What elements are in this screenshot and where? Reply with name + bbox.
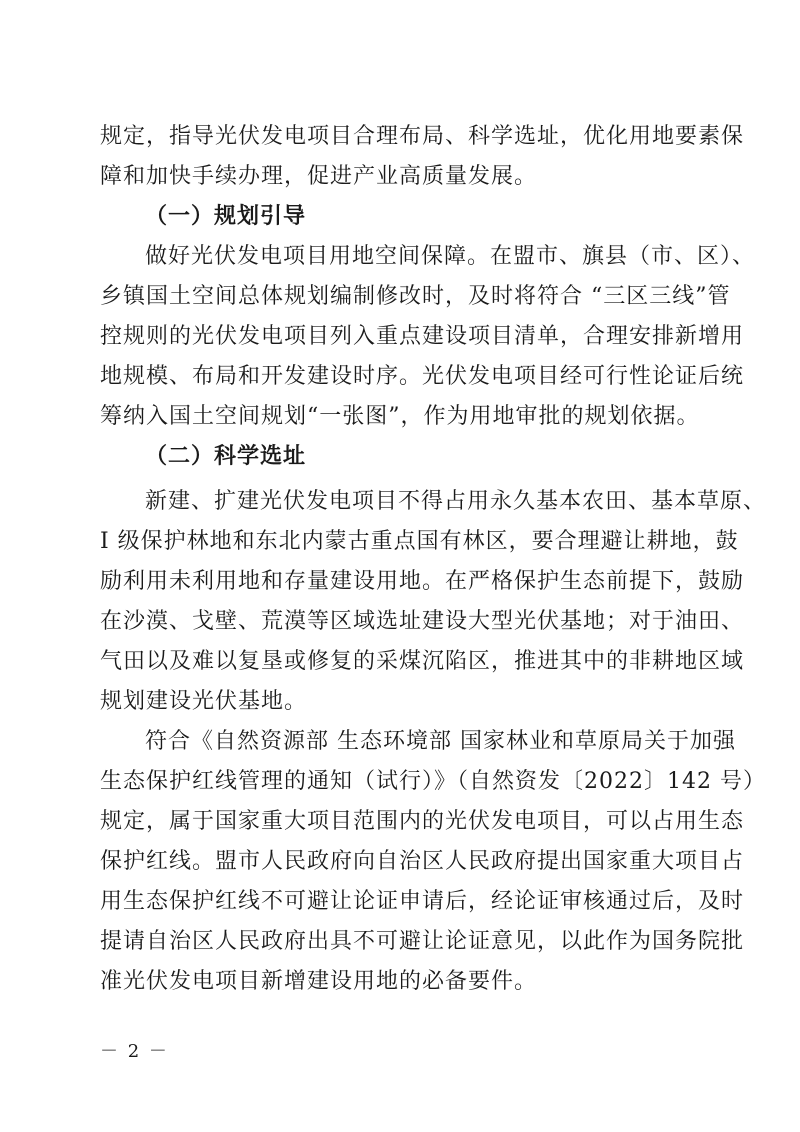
section2-p1-line-6: 规划建设光伏基地。 (100, 689, 308, 714)
section2-p2-line-3: 规定，属于国家重大项目范围内的光伏发电项目，可以占用生态 (100, 809, 745, 834)
section2-p1-line-2: I 级保护林地和东北内蒙古重点国有林区，要合理避让耕地，鼓 (100, 529, 739, 554)
section2-p2-line-7: 准光伏发电项目新增建设用地的必备要件。 (100, 969, 538, 994)
section2-p1-line-5: 气田以及难以复垦或修复的采煤沉陷区，推进其中的非耕地区域 (100, 649, 745, 674)
section1-line-4: 地规模、布局和开发建设时序。光伏发电项目经可行性论证后统 (100, 364, 745, 389)
section2-p2-line-6: 提请自治区人民政府出具不可避让论证意见，以此作为国务院批 (100, 929, 745, 954)
section2-p1-line-1: 新建、扩建光伏发电项目不得占用永久基本农田、基本草原、 (145, 489, 767, 514)
section1-line-3: 控规则的光伏发电项目列入重点建设项目清单，合理安排新增用 (100, 324, 745, 349)
section1-line-5: 筹纳入国土空间规划“一张图”，作为用地审批的规划依据。 (100, 404, 700, 429)
section2-p1-line-4: 在沙漠、戈壁、荒漠等区域选址建设大型光伏基地；对于油田、 (100, 609, 745, 634)
section2-p2-line-2: 生态保护红线管理的通知（试行）》（自然资发〔2022〕142 号） (100, 769, 766, 794)
section-heading-2: （二）科学选址 (145, 444, 307, 469)
intro-line-1: 规定，指导光伏发电项目合理布局、科学选址，优化用地要素保 (100, 124, 745, 149)
section-heading-1: （一）规划引导 (145, 204, 307, 229)
section1-line-2: 乡镇国土空间总体规划编制修改时，及时将符合 “三区三线”管 (100, 284, 731, 309)
section1-line-1: 做好光伏发电项目用地空间保障。在盟市、旗县（市、区）、 (145, 244, 756, 269)
section2-p1-line-3: 励利用未利用地和存量建设用地。在严格保护生态前提下，鼓励 (100, 569, 745, 594)
page-number: － 2 － (100, 1041, 169, 1062)
intro-line-2: 障和加快手续办理，促进产业高质量发展。 (100, 164, 538, 189)
section2-p2-line-1: 符合《自然资源部 生态环境部 国家林业和草原局关于加强 (145, 729, 736, 754)
section2-p2-line-4: 保护红线。盟市人民政府向自治区人民政府提出国家重大项目占 (100, 849, 745, 874)
section2-p2-line-5: 用生态保护红线不可避让论证申请后，经论证审核通过后，及时 (100, 889, 745, 914)
